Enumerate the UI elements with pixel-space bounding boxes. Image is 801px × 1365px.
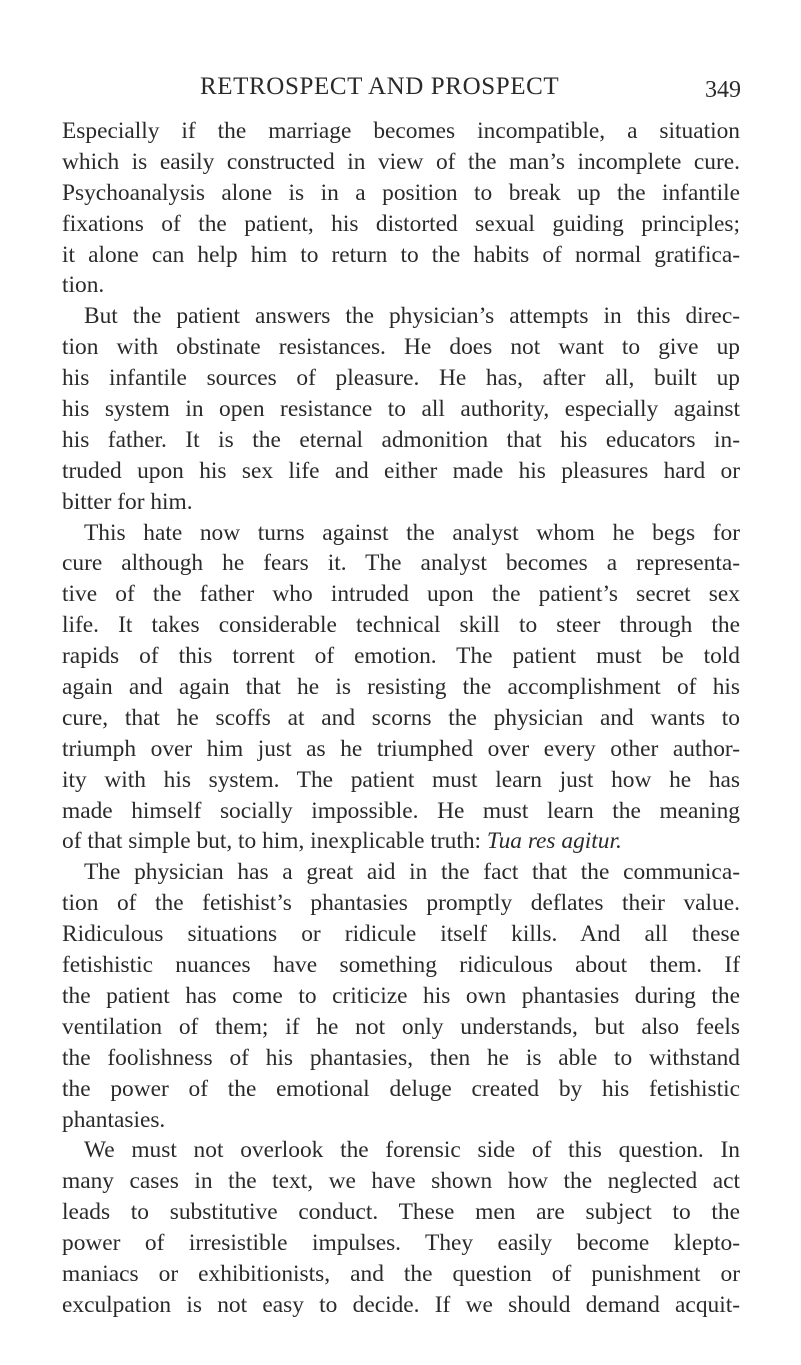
text-line-content: maniacs or exhibitionists, and the question of punishment or: [62, 1260, 740, 1287]
text-line-content: Especially if the marriage becomes incompatible, a situation: [62, 118, 740, 144]
text-line: [62, 178, 740, 209]
body-text: [62, 116, 740, 1321]
text-line: [62, 981, 740, 1012]
text-line-content: cure although he fears it. The analyst becomes a representa-: [62, 550, 740, 577]
text-line: [62, 919, 740, 950]
text-line: [62, 1012, 740, 1043]
text-line-content: phantasies.: [62, 1106, 166, 1133]
text-line: [62, 240, 740, 271]
text-line-content: exculpation is not easy to decide. If we should demand acquit-: [62, 1291, 740, 1318]
text-line-content: made himself socially impossible. He must learn the meaning: [62, 797, 740, 824]
text-line: [62, 950, 740, 981]
text-line-content: Ridiculous situations or ridicule itself kills. And all these: [62, 921, 740, 948]
text-line-content: tive of the father who intruded upon the patient’s secret sex: [62, 581, 740, 608]
text-line: [62, 363, 740, 394]
text-line: [62, 301, 740, 332]
text-line: [62, 548, 740, 579]
text-line-content: the foolishness of his phantasies, then he is able to withstand: [62, 1044, 740, 1071]
text-line-content: his system in open resistance to all authority, especially against: [62, 396, 740, 423]
text-line-content: many cases in the text, we have shown how the neglected act: [62, 1168, 740, 1195]
text-line: [62, 1228, 740, 1259]
text-line: [62, 1166, 740, 1197]
text-line-content: The physician has a great aid in the fact that the communica-: [84, 859, 740, 886]
text-line: [62, 765, 740, 796]
text-line: [62, 826, 740, 857]
text-line: [62, 1074, 740, 1105]
text-line: [62, 672, 740, 703]
text-line-content: We must not overlook the forensic side of this question. In: [84, 1137, 740, 1164]
text-line: [62, 1197, 740, 1228]
text-line-content: Psychoanalysis alone is in a position to break up the infantile: [62, 179, 740, 206]
text-line: [62, 579, 740, 610]
text-line: [62, 1135, 740, 1166]
text-line-content: But the patient answers the physician’s attempts in this direc-: [84, 303, 740, 330]
text-line-content: ventilation of them; if he not only understands, but also feels: [62, 1013, 740, 1040]
text-line: [62, 394, 740, 425]
text-line-content: which is easily constructed in view of the man’s incomplete cure.: [62, 148, 740, 175]
text-line-content: the patient has come to criticize his own phantasies during the: [62, 982, 740, 1009]
text-line-content: life. It takes considerable technical skill to steer through the: [62, 612, 740, 639]
text-line: [62, 734, 740, 765]
text-line-content: tion.: [62, 272, 105, 299]
text-line: [62, 796, 740, 827]
text-line: [62, 1290, 740, 1321]
text-line-content: his infantile sources of pleasure. He has, after all, built up: [62, 365, 740, 392]
text-line-content: truded upon his sex life and either made his pleasures hard or: [62, 457, 740, 484]
text-line-content: again and again that he is resisting the accomplishment of his: [62, 674, 740, 701]
text-line: [62, 209, 740, 240]
text-line-content: power of irresistible impulses. They easily become klepto-: [62, 1230, 740, 1257]
running-head: [0, 67, 801, 107]
text-line: [62, 332, 740, 363]
text-line-content: triumph over him just as he triumphed over every other author-: [62, 735, 740, 762]
text-line-content: tion with obstinate resistances. He does not want to give up: [62, 334, 740, 361]
text-line: [62, 425, 740, 456]
text-line-content: the power of the emotional deluge created by his fetishistic: [62, 1075, 740, 1102]
text-line-content: This hate now turns against the analyst whom he begs for: [84, 519, 740, 546]
text-line: [62, 116, 740, 147]
text-line-content: of that simple but, to him, inexplicable truth:: [62, 828, 487, 855]
text-line: [62, 147, 740, 178]
text-line-content: ity with his system. The patient must learn just how he has: [62, 766, 740, 793]
text-line: [62, 888, 740, 919]
text-line-content: tion of the fetishist’s phantasies promptly deflates their value.: [62, 890, 740, 917]
text-line-content: bitter for him.: [62, 488, 193, 515]
text-line: [62, 1043, 740, 1074]
text-line: [62, 456, 740, 487]
text-line-content: rapids of this torrent of emotion. The patient must be told: [62, 643, 740, 670]
text-line: [62, 641, 740, 672]
text-line: [62, 610, 740, 641]
page-number: 349: [705, 77, 741, 103]
text-line: [62, 703, 740, 734]
text-line: [62, 518, 740, 549]
text-line: [62, 1259, 740, 1290]
text-line-content: fixations of the patient, his distorted sexual guiding principles;: [62, 210, 740, 237]
running-title: RETROSPECT AND PROSPECT: [200, 73, 560, 100]
text-line: [62, 270, 740, 301]
text-line-content: it alone can help him to return to the habits of normal gratifica-: [62, 241, 740, 268]
text-line: [62, 487, 740, 518]
text-line-content: leads to substitutive conduct. These men are subject to the: [62, 1199, 740, 1226]
text-line-content: fetishistic nuances have something ridiculous about them. If: [62, 952, 740, 979]
text-line: [62, 857, 740, 888]
italic-phrase: Tua res agitur.: [486, 828, 622, 855]
text-line: [62, 1105, 740, 1136]
text-line-content: cure, that he scoffs at and scorns the physician and wants to: [62, 704, 740, 731]
text-line-content: his father. It is the eternal admonition that his educators in-: [62, 426, 740, 453]
